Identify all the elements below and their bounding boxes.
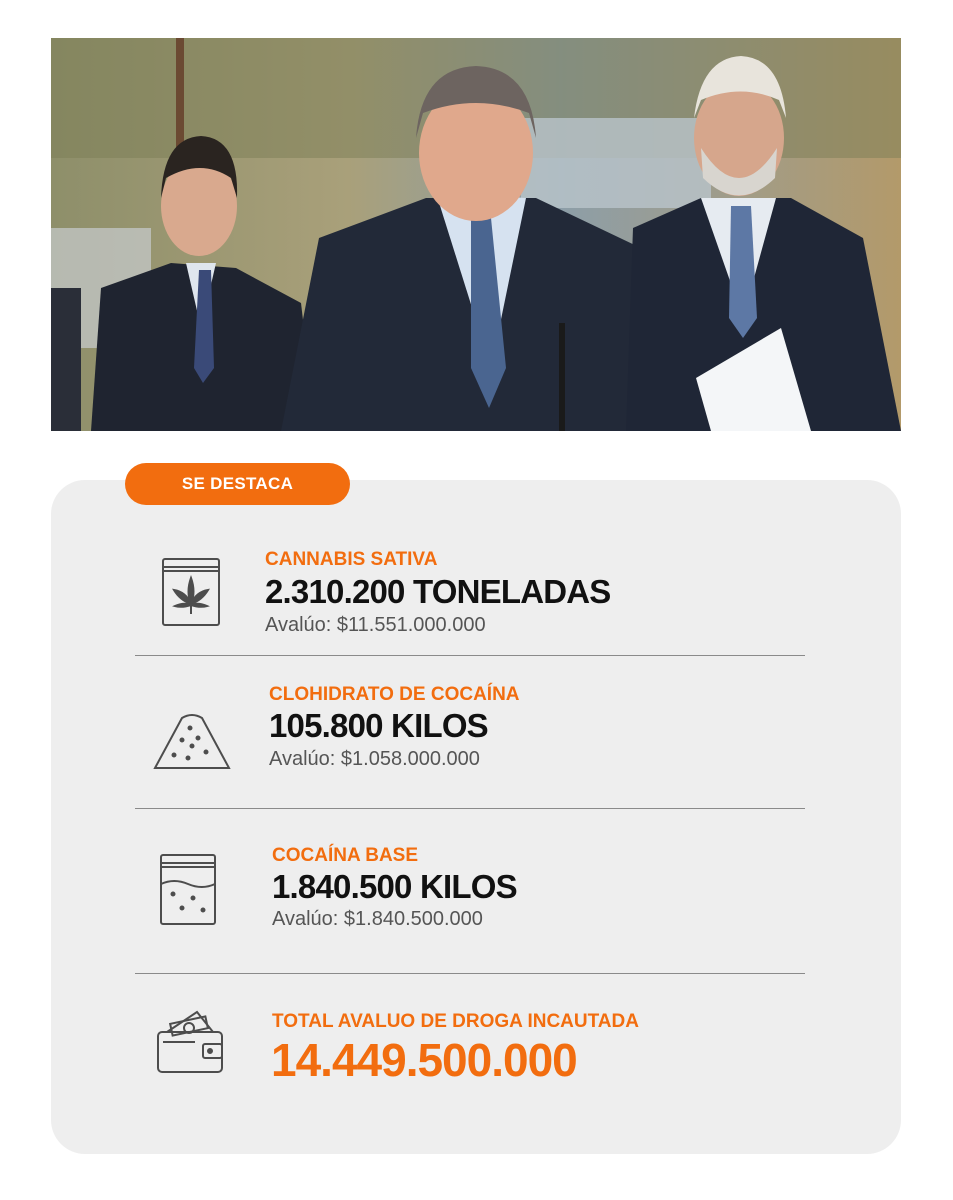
press-photo bbox=[51, 38, 901, 431]
item-value: 1.840.500 KILOS bbox=[272, 868, 517, 905]
item-avaluo: Avalúo: $1.058.000.000 bbox=[269, 748, 480, 770]
total-label: TOTAL AVALUO DE DROGA INCAUTADA bbox=[272, 1011, 639, 1032]
item-avaluo: Avalúo: $1.840.500.000 bbox=[272, 908, 483, 930]
item-value: 105.800 KILOS bbox=[269, 707, 488, 744]
total-value: 14.449.500.000 bbox=[271, 1034, 577, 1086]
divider bbox=[135, 655, 805, 656]
wallet-money-icon bbox=[155, 1008, 225, 1074]
powder-bag-icon bbox=[158, 852, 218, 927]
item-label: CANNABIS SATIVA bbox=[265, 549, 438, 570]
item-label: CLOHIDRATO DE COCAÍNA bbox=[269, 684, 520, 705]
cannabis-bag-icon bbox=[160, 556, 222, 628]
divider bbox=[135, 973, 805, 974]
powder-pile-icon bbox=[152, 710, 232, 772]
item-avaluo: Avalúo: $11.551.000.000 bbox=[265, 614, 486, 636]
item-value: 2.310.200 TONELADAS bbox=[265, 573, 611, 610]
item-label: COCAÍNA BASE bbox=[272, 845, 419, 866]
highlight-badge: SE DESTACA bbox=[125, 463, 350, 505]
divider bbox=[135, 808, 805, 809]
